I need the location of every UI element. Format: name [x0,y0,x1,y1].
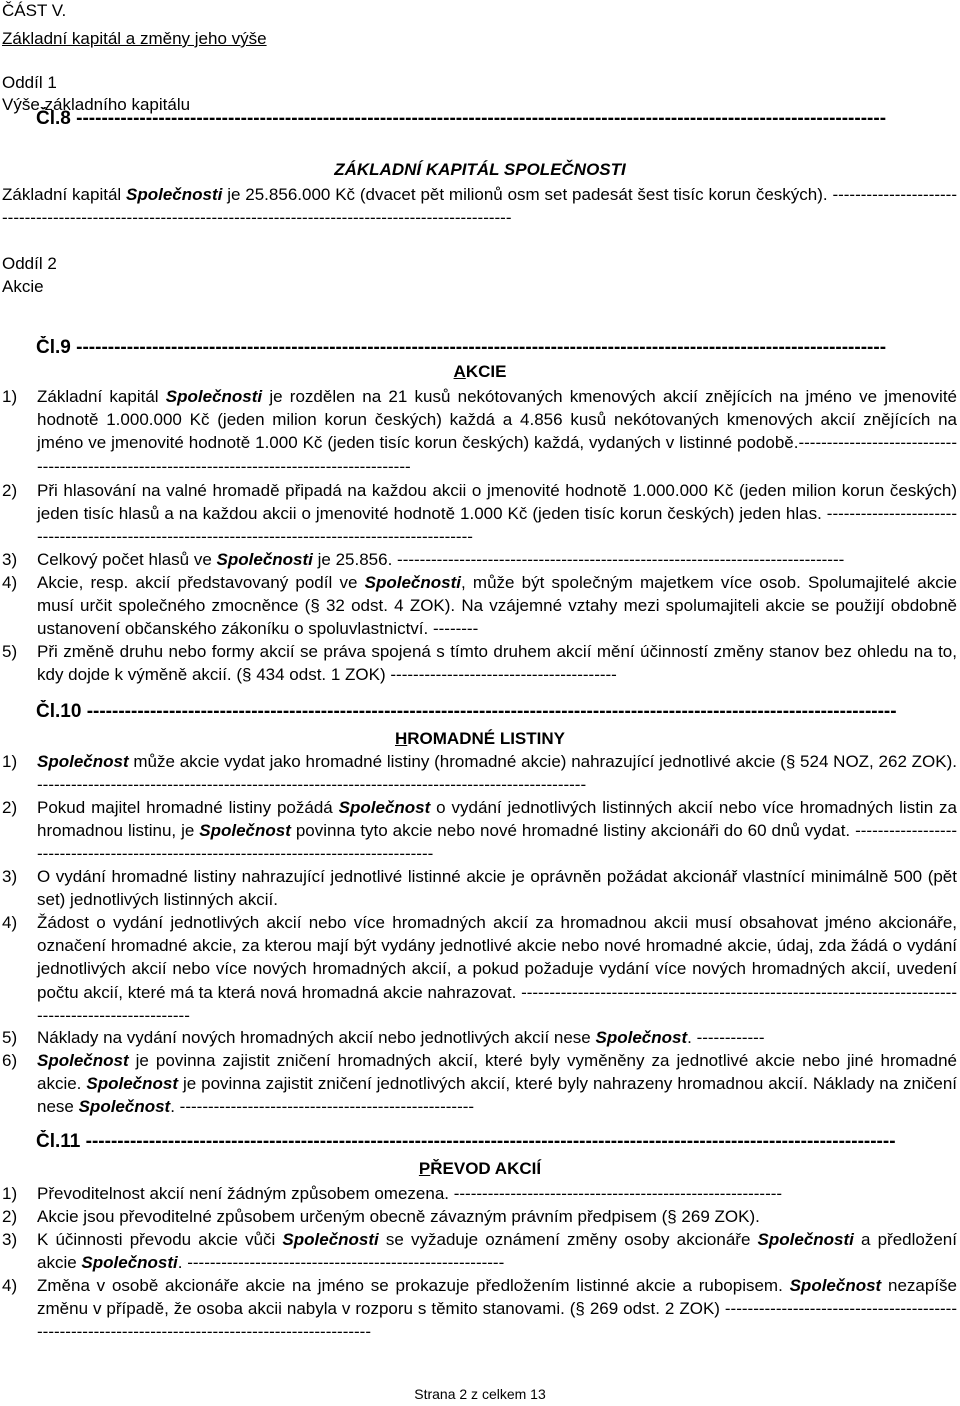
company-name: Společnosti [126,185,223,204]
text-part: povinna tyto akcie nebo nové hromadné listiny akcionáři do 60 dnů vydat. [290,821,856,841]
text-part: Celkový počet hlasů ve [37,550,217,569]
article-10-header [36,700,926,724]
list-item [2,548,957,571]
company-name: Společnost [86,1074,178,1094]
list-item [2,1026,957,1049]
item-number: 5) [2,642,18,661]
dash-fill: ---------------------------------------------------------------------------------------------------- [37,1299,957,1342]
text-part: je 25.856. [312,550,398,569]
article-separator: -------------------------------------------------------------------------------------------------------------------------------- [86,701,897,722]
heading-initial: H [394,729,408,748]
company-name: Společnost [78,1097,171,1117]
item-number: 2) [2,798,18,817]
dash-fill: ---------------------------------------------------------------------------------------------------------------- [2,185,957,228]
text-part: je povinna zajistit zničení hromadných akcií, které byly vyměněny za jednotlivé akcie nebo jiné hromadné akcie. [37,1051,957,1094]
text-part: je 25.856.000 Kč (dvacet pět milionů osm set padesát šest tisíc korun českých). [222,185,833,204]
company-name: Společnost [37,1051,129,1070]
heading-text: ZÁKLADNÍ KAPITÁL SPOLEČNOSTI [334,160,626,179]
dash-fill: ------------------------------------------------------------------------------------------------- [37,775,587,795]
text-part: Při změně druhu nebo formy akcií se práva spojená s tímto druhem akcií mění účinností změny stanov bez ohledu na to, kdy dojde k výměně akcií. (§ 434 odst. 1 ZOK) [37,642,957,685]
item-number: 3) [2,1230,18,1249]
item-number: 6) [2,1051,18,1070]
company-name: Společnost [199,821,291,841]
item-number: 2) [2,1207,18,1226]
article-10-heading [0,728,960,750]
text-part: Základní kapitál [37,387,166,406]
dash-fill: ------------------------------------------------------------------------------- [397,550,845,569]
text-part: Žádost o vydání jednotlivých akcií nebo více hromadných akcií za hromadnou akcii musí obsahovat jméno akcionáře, označení hromadné akcie, za kterou mají být vydány jednotlivé akcie nebo nové hromadné akcie, údaj, zda žádá o vydání jednotlivých akcií nebo více nových hromadných akcií, a pokud požaduje vydání více nových hromadných akcií, uvedení počtu akcií, které má ta která nová hromadná akcie nahrazovat. [37,913,957,1002]
dash-fill: -------------------------------------------------------- [187,1253,505,1273]
article-8-header [36,107,926,131]
company-name: Společnosti [364,573,461,592]
dash-fill: -------- [432,619,479,639]
text-part: je rozdělen na 21 kusů nekótovaných kmenových akcií znějících na jméno ve jmenovité hodnotě 1.000.000 Kč (jeden milion korun českých) každá a 4.856 kusů nekótovaných kmenových akcií znějících na jméno ve jmenovité hodnotě 1.000 Kč (jeden tisíc korun českých) každá, vydaných v listinné podobě. [37,387,957,453]
article-number: Čl.8 [36,108,71,129]
text-part: K účinnosti převodu akcie vůči [37,1230,283,1249]
dash-fill: ---------------------------------------------------------------------------------------------- [37,433,957,476]
text-part: se vyžaduje oznámení změny osoby akcionáře [378,1230,758,1249]
list-item [2,385,957,478]
section2-title: Oddíl 2 [2,254,57,273]
text-part: Pokud majitel hromadné listiny požádá [37,798,339,817]
article-separator: -------------------------------------------------------------------------------------------------------------------------------- [85,1131,896,1152]
heading-initial: P [418,1159,431,1178]
text-part: Akcie jsou převoditelné způsobem určeným obecně závazným právním předpisem (§ 269 ZOK). [37,1207,760,1226]
dash-fill: ---------------------------------------------------------- [453,1184,783,1203]
item-number: 3) [2,550,18,569]
company-name: Společnost [338,798,431,817]
article-number: Čl.11 [36,1131,81,1152]
heading-text: ŘEVOD AKCIÍ [430,1159,542,1178]
company-name: Společnost [37,752,129,771]
item-number: 1) [2,752,18,771]
text-part: je povinna zajistit zničení jednotlivých akcií, které byly nahrazeny hromadnou akcií. Náklady na zničení nese [37,1074,957,1117]
list-item [2,1274,957,1344]
article-8-heading [0,159,960,181]
dash-fill: ---------------------------------------------------- [179,1097,475,1117]
company-name: Společnosti [216,550,313,569]
article-8-text [2,183,957,229]
text-part: a předložení akcie [37,1230,957,1273]
article-9-header [36,336,926,360]
list-item [2,479,957,549]
article-separator: -------------------------------------------------------------------------------------------------------------------------------- [76,108,887,129]
text-part: , může být společným majetkem více osob. Spolumajitelé akcie musí určit společného zmocněnce (§ 32 odst. 4 ZOK). Na vzájemné vztahy mezi spolumajiteli akcie se použijí obdobně ustanovení občanského zákoníku o spoluvlastnictví. [37,573,957,639]
article-number: Čl.9 [36,337,71,358]
section1-subtitle: Výše základního kapitálu [2,95,191,114]
text-part: . [170,1097,180,1117]
article-number: Čl.10 [36,701,82,722]
company-name: Společnosti [81,1253,178,1273]
section1-title: Oddíl 1 [2,73,57,92]
text-part: může akcie vydat jako hromadné listiny (hromadné akcie) nahrazující jednotlivé akcie (§ 524 NOZ, 262 ZOK). [128,752,957,771]
article-11-heading [0,1158,960,1180]
text-part: O vydání hromadné listiny nahrazující jednotlivé listinné akcie je oprávněn požádat akcionář vlastnící minimálně 500 (pět set) jednotlivých listinných akcií. [37,867,957,910]
part-title: ČÁST V. [2,1,67,20]
page-footer: Strana 2 z celkem 13 [414,1386,546,1402]
item-number: 3) [2,867,18,886]
heading-initial: A [453,362,466,381]
text-part: o vydání jednotlivých listinných akcií nebo více hromadných listin za hromadnou listinu, je [37,798,958,841]
dash-fill: -------------------------------------------------------------------------------------------------------- [37,982,957,1025]
list-item [2,640,957,686]
text-part: Náklady na vydání nových hromadných akcií nebo jednotlivých akcií nese [37,1028,596,1047]
company-name: Společnosti [757,1230,854,1249]
text-part: Základní kapitál [2,185,127,204]
company-name: Společnost [789,1276,882,1295]
article-11-header [36,1130,926,1154]
heading-text: KCIE [465,362,507,381]
company-name: Společnosti [282,1230,379,1249]
list-item [2,750,957,796]
company-name: Společnosti [165,387,263,406]
item-number: 5) [2,1028,18,1047]
section2-subtitle: Akcie [2,277,44,296]
text-part: . [177,1253,188,1273]
part-subtitle: Základní kapitál a změny jeho výše [2,29,267,48]
item-number: 4) [2,1276,18,1295]
item-number: 1) [2,1184,18,1203]
list-item [2,796,957,866]
article-9-heading [0,361,960,383]
list-item [2,571,957,641]
text-part: Při hlasování na valné hromadě připadá na každou akcii o jmenovité hodnotě 1.000.000 Kč (jeden milion korun českých) jeden tisíc hlasů a na každou akcii o jmenovité hodnotě 1.000 Kč (jeden tisíc korun českých) jeden hlas. [37,481,957,524]
item-number: 2) [2,481,18,500]
list-item [2,865,957,911]
company-name: Společnost [595,1028,688,1047]
list-item [2,1049,957,1119]
text-part: Převoditelnost akcií není žádným způsobem omezena. [37,1184,454,1203]
text-part: Akcie, resp. akcií představovaný podíl ve [37,573,365,592]
dash-fill: ---------------------------------------- [390,665,617,685]
text-part: Změna v osobě akcionáře akcie na jméno se prokazuje předložením listinné akcie a rubopisem. [37,1276,790,1295]
item-number: 1) [2,387,18,406]
text-part: nezapíše změnu v případě, že osoba akcii nabyla v rozporu s těmito stanovami. (§ 269 odst. 2 ZOK) [37,1276,957,1319]
dash-fill: ---------------------------------------------------------------------------------------------------- [37,504,957,547]
list-item [2,1205,957,1228]
dash-fill: ---------------------------------------------------------------------------------------- [37,821,958,864]
list-item [2,1228,957,1274]
dash-fill: ------------ [696,1028,765,1047]
heading-text: ROMADNÉ LISTINY [407,729,565,748]
text-part: . [687,1028,697,1047]
item-number: 4) [2,573,18,592]
list-item [2,1182,957,1205]
item-number: 4) [2,913,18,932]
list-item [2,911,957,1027]
article-separator: -------------------------------------------------------------------------------------------------------------------------------- [76,337,887,358]
